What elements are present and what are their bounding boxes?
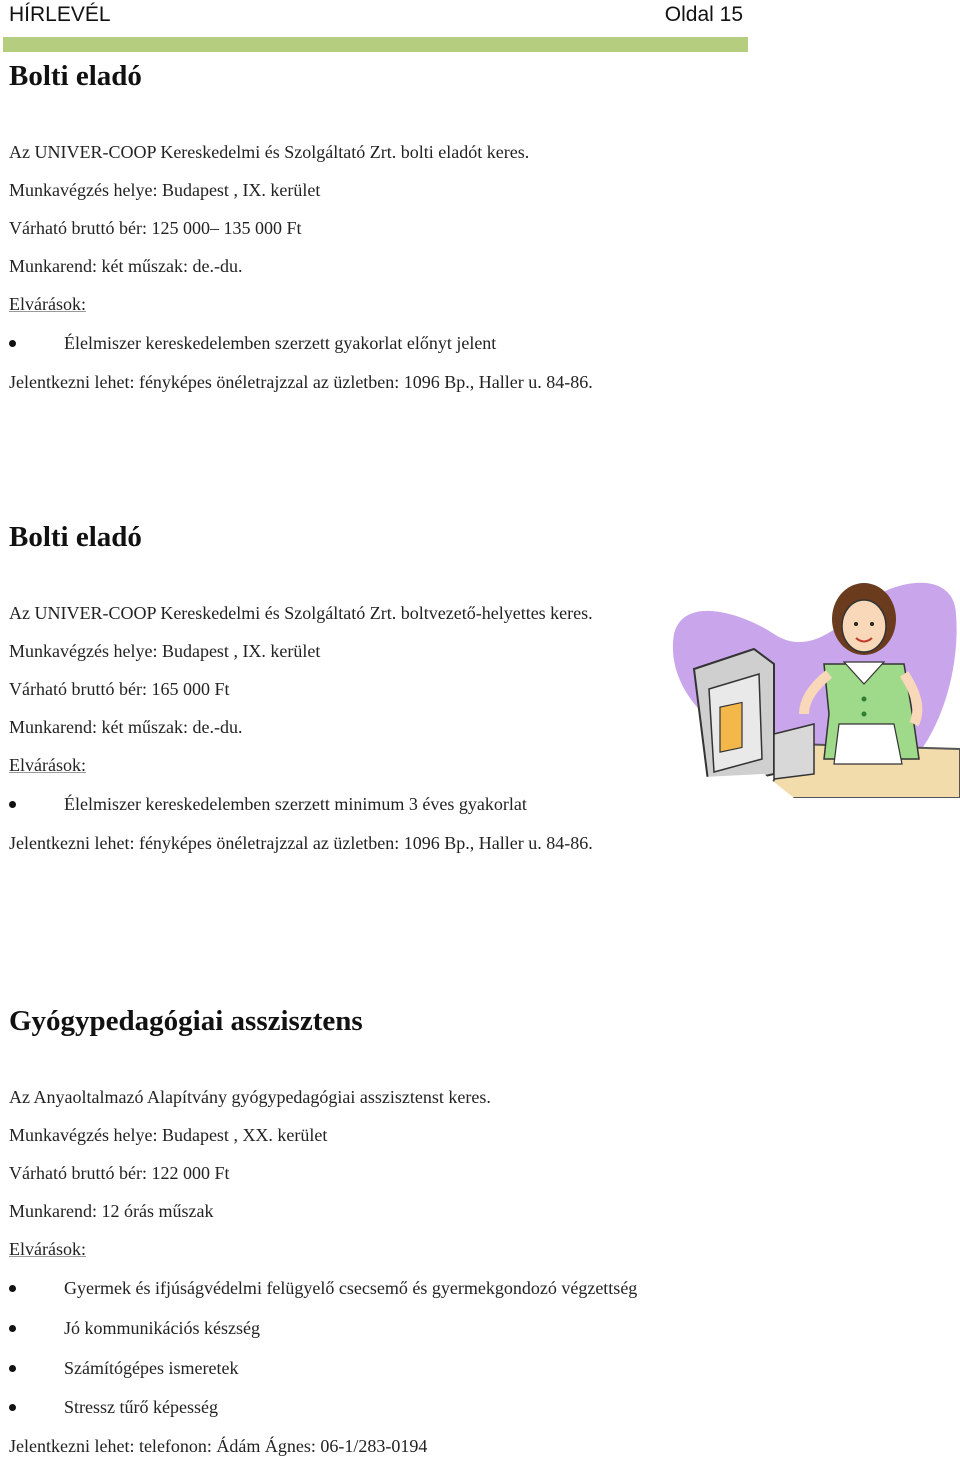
requirement-text: Jó kommunikációs készség [64, 1318, 260, 1338]
job-intro: Az UNIVER-COOP Kereskedelmi és Szolgáltató Zrt. boltvezető-helyettes keres. [9, 603, 593, 623]
job-schedule: Munkarend: 12 órás műszak [9, 1201, 214, 1221]
job-apply: Jelentkezni lehet: telefonon: Ádám Ágnes: 06-1/283-0194 [9, 1436, 428, 1456]
requirement-text: Élelmiszer kereskedelemben szerzett gyakorlat előnyt jelent [64, 333, 497, 353]
requirement-text: Számítógépes ismeretek [64, 1358, 239, 1378]
newsletter-label: HÍRLEVÉL [9, 3, 111, 26]
requirements-label: Elvárások: [9, 1239, 86, 1259]
job-apply: Jelentkezni lehet: fényképes önéletrajzzal az üzletben: 1096 Bp., Haller u. 84-86. [9, 833, 593, 853]
job-title: Gyógypedagógiai asszisztens [9, 1005, 363, 1037]
bullet-icon [9, 1365, 16, 1372]
job-place: Munkavégzés helye: Budapest , IX. kerület [9, 641, 321, 661]
job-listing-1 [9, 58, 729, 392]
job-salary: Várható bruttó bér: 122 000 Ft [9, 1163, 230, 1183]
job-title: Bolti eladó [9, 60, 142, 92]
requirement-text: Gyermek és ifjúságvédelmi felügyelő csecsemő és gyermekgondozó végzettség [64, 1278, 638, 1298]
cashier-clipart-icon [664, 574, 960, 798]
job-place: Munkavégzés helye: Budapest , IX. kerület [9, 180, 321, 200]
requirements-label: Elvárások: [9, 755, 86, 775]
bullet-icon [9, 801, 16, 808]
bullet-icon [9, 1404, 16, 1411]
job-schedule: Munkarend: két műszak: de.-du. [9, 717, 243, 737]
job-intro: Az Anyaoltalmazó Alapítvány gyógypedagógiai asszisztenst keres. [9, 1087, 491, 1107]
job-listing-3 [9, 1003, 729, 1456]
requirement-text: Stressz tűrő képesség [64, 1397, 218, 1417]
requirements-label: Elvárások: [9, 294, 86, 314]
job-apply: Jelentkezni lehet: fényképes önéletrajzzal az üzletben: 1096 Bp., Haller u. 84-86. [9, 372, 593, 392]
bullet-icon [9, 340, 16, 347]
job-salary: Várható bruttó bér: 165 000 Ft [9, 679, 230, 699]
bullet-icon [9, 1325, 16, 1332]
job-title: Bolti eladó [9, 521, 142, 553]
job-place: Munkavégzés helye: Budapest , XX. kerület [9, 1125, 328, 1145]
page-number: Oldal 15 [664, 3, 743, 26]
requirement-text: Élelmiszer kereskedelemben szerzett minimum 3 éves gyakorlat [64, 794, 527, 814]
job-intro: Az UNIVER-COOP Kereskedelmi és Szolgáltató Zrt. bolti eladót keres. [9, 142, 530, 162]
job-salary: Várható bruttó bér: 125 000– 135 000 Ft [9, 218, 302, 238]
bullet-icon [9, 1285, 16, 1292]
page-header [0, 0, 748, 36]
job-listing-2 [9, 519, 729, 853]
header-divider [3, 37, 748, 52]
job-schedule: Munkarend: két műszak: de.-du. [9, 256, 243, 276]
